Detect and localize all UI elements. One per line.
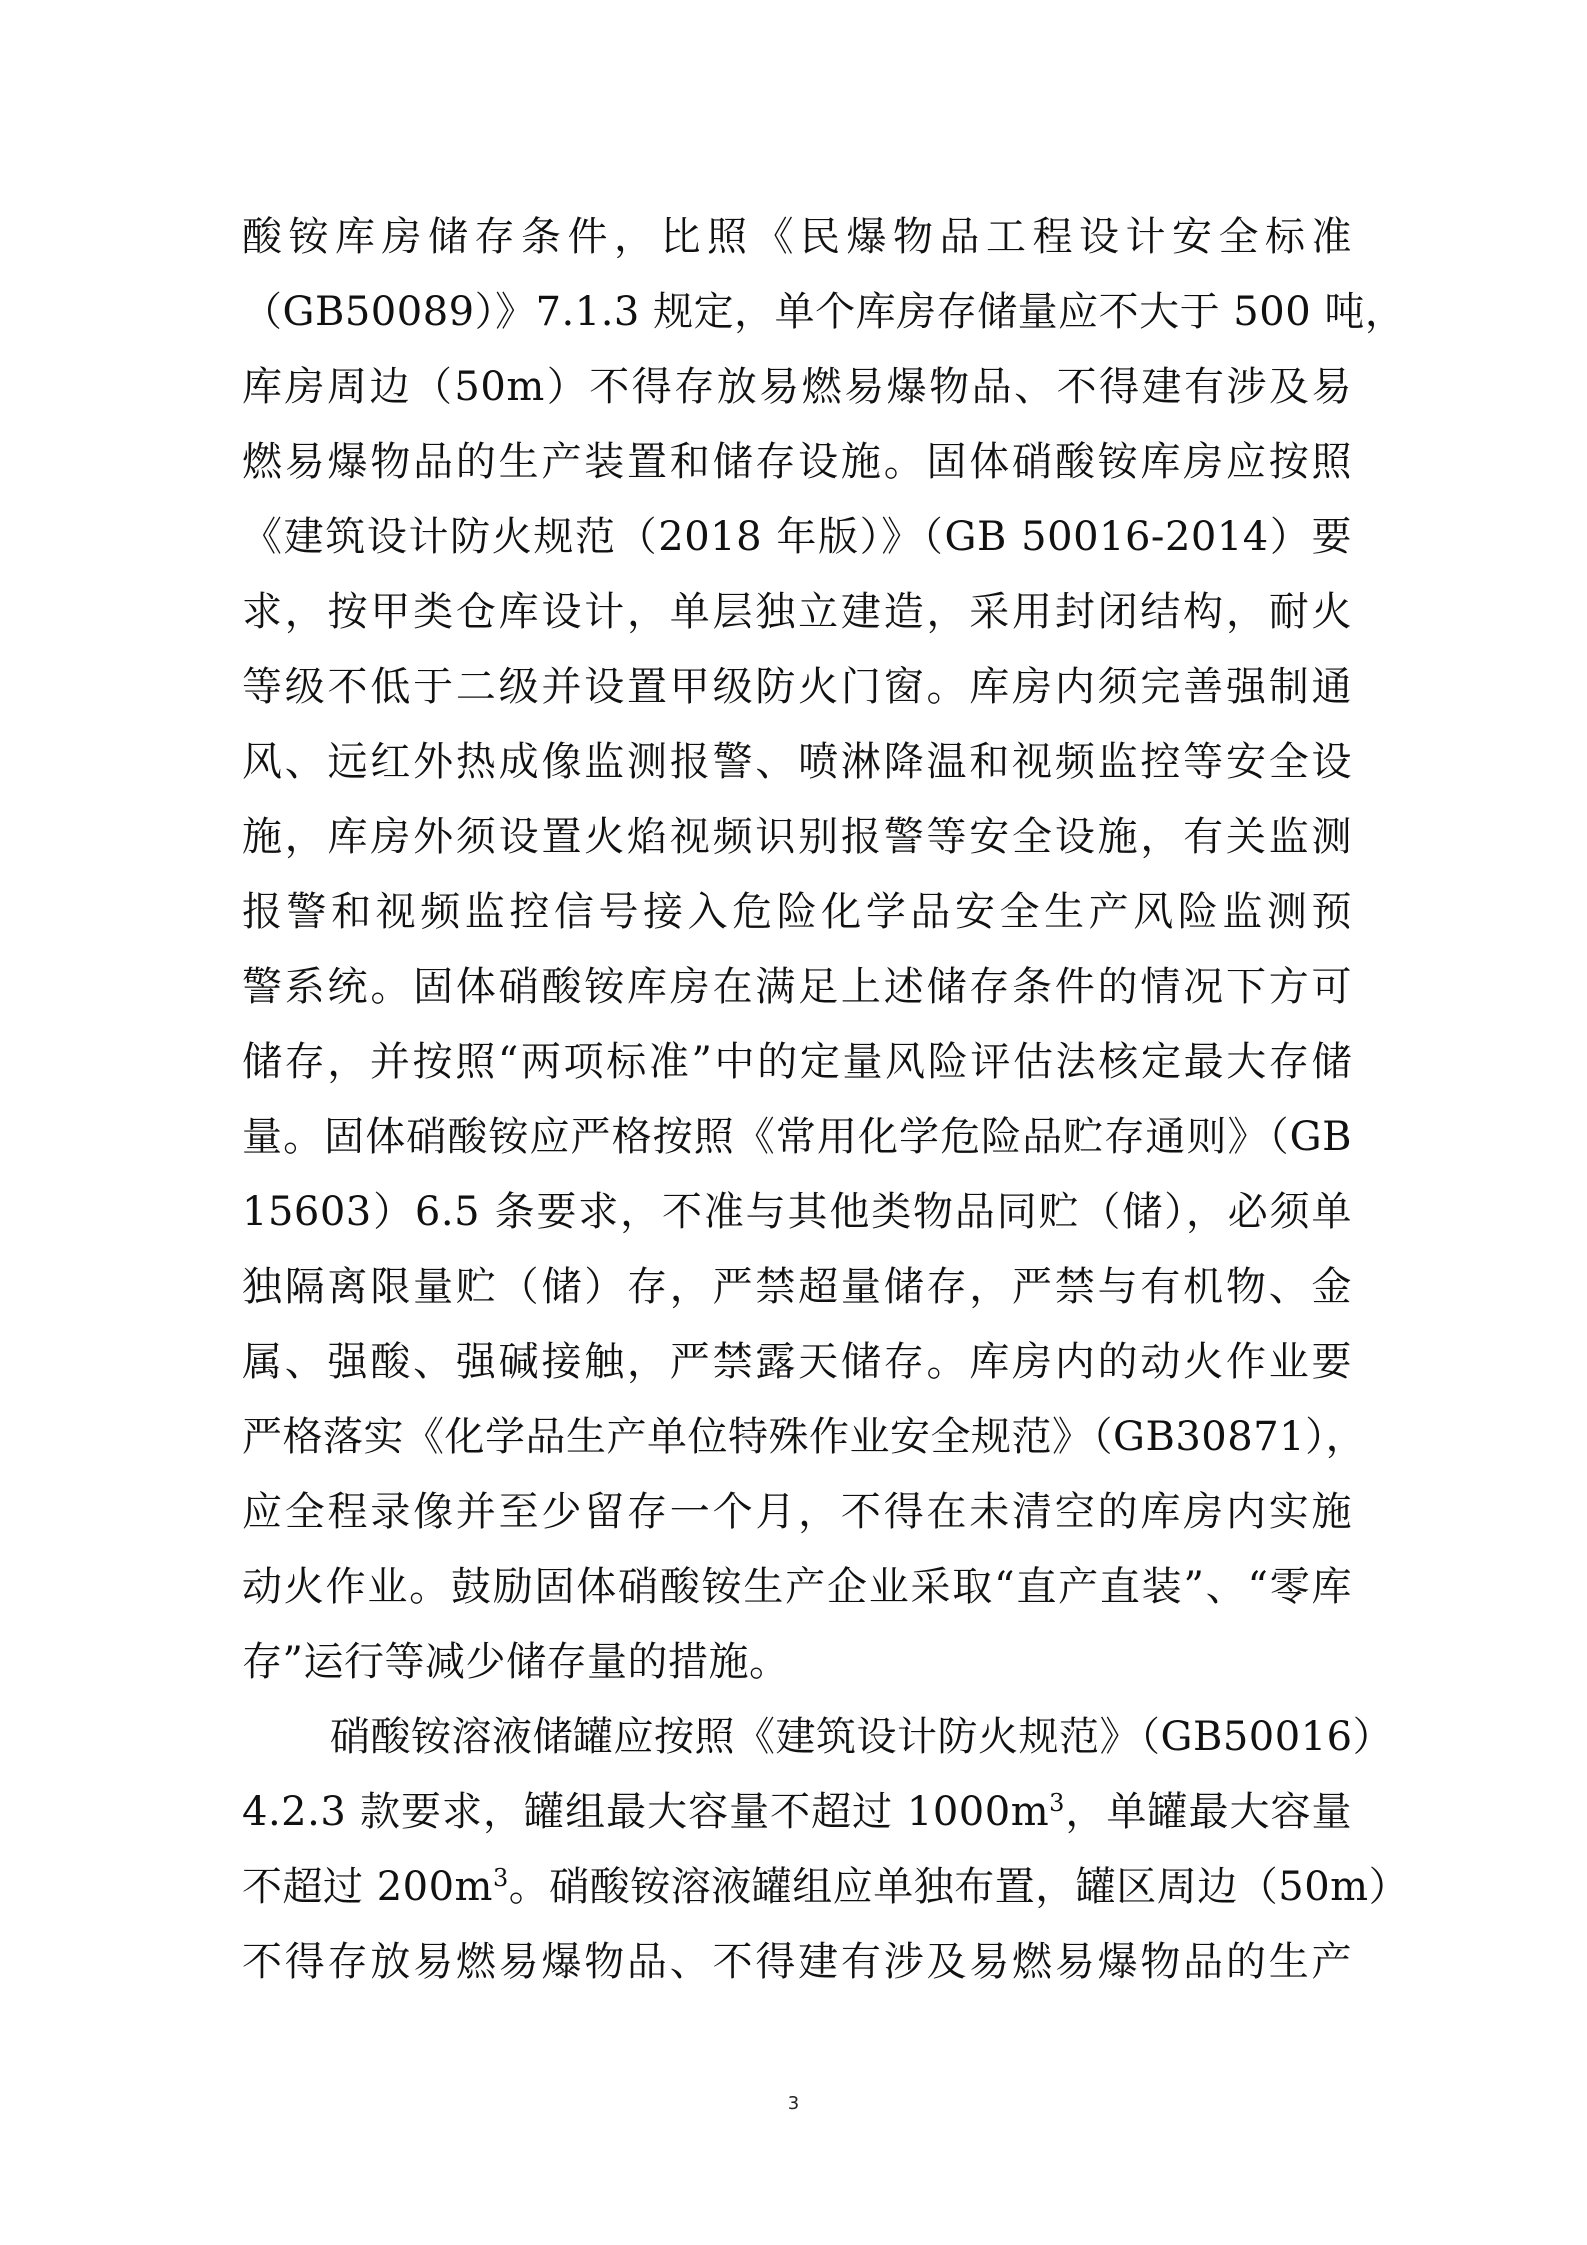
text-segment: 。硝酸铵溶液罐组应单独布置，罐区周边（50m） (508, 1864, 1410, 1910)
page-number: 3 (787, 2093, 800, 2114)
text-line: 燃易爆物品的生产装置和储存设施。固体硝酸铵库房应按照 (242, 439, 1352, 485)
text-line: 报警和视频监控信号接入危险化学品安全生产风险监测预 (242, 889, 1352, 935)
text-line: 储存，并按照“两项标准”中的定量风险评估法核定最大存储 (242, 1039, 1352, 1085)
text-line: 警系统。固体硝酸铵库房在满足上述储存条件的情况下方可 (242, 964, 1352, 1010)
text-line: 存”运行等减少储存量的措施。 (242, 1639, 790, 1685)
text-line: 施，库房外须设置火焰视频识别报警等安全设施，有关监测 (242, 814, 1352, 860)
text-line: 量。固体硝酸铵应严格按照《常用化学危险品贮存通则》（GB (242, 1114, 1352, 1160)
body-text (242, 200, 1410, 2000)
text-line: 应全程录像并至少留存一个月，不得在未清空的库房内实施 (242, 1489, 1352, 1535)
text-line: 《建筑设计防火规范（2018 年版）》（GB 50016-2014）要 (242, 514, 1352, 560)
text-line: 独隔离限量贮（储）存，严禁超量储存，严禁与有机物、金 (242, 1264, 1352, 1310)
text-line: 属、强酸、强碱接触，严禁露天储存。库房内的动火作业要 (242, 1339, 1352, 1385)
text-line: 严格落实《化学品生产单位特殊作业安全规范》（GB30871）， (242, 1414, 1367, 1460)
text-line: 15603）6.5 条要求，不准与其他类物品同贮（储），必须单 (242, 1189, 1352, 1235)
text-segment: 不超过 200m (242, 1864, 493, 1910)
text-line: 硝酸铵溶液储罐应按照《建筑设计防火规范》（GB50016） (330, 1714, 1394, 1760)
text-line: 不得存放易燃易爆物品、不得建有涉及易燃易爆物品的生产 (242, 1939, 1352, 1985)
superscript: 3 (1049, 1789, 1065, 1817)
text-line: 风、远红外热成像监测报警、喷淋降温和视频监控等安全设 (242, 739, 1352, 785)
text-line (242, 1850, 1410, 1925)
text-segment: ，单罐最大容量 (1064, 1789, 1352, 1835)
text-line: 求，按甲类仓库设计，单层独立建造，采用封闭结构，耐火 (242, 589, 1352, 635)
text-line: 等级不低于二级并设置甲级防火门窗。库房内须完善强制通 (242, 664, 1352, 710)
paragraph-1 (242, 200, 1406, 1700)
paragraph-2 (242, 1700, 1410, 2000)
superscript: 3 (493, 1864, 509, 1892)
text-line (242, 1775, 1352, 1850)
text-line: 库房周边（50m）不得存放易燃易爆物品、不得建有涉及易 (242, 364, 1352, 410)
text-line: 动火作业。鼓励固体硝酸铵生产企业采取“直产直装”、“零库 (242, 1564, 1352, 1610)
text-line: 酸铵库房储存条件，比照《民爆物品工程设计安全标准 (242, 214, 1352, 260)
text-segment: 4.2.3 款要求，罐组最大容量不超过 1000m (242, 1789, 1050, 1835)
text-line: （GB50089）》7.1.3 规定，单个库房存储量应不大于 500 吨， (242, 289, 1406, 335)
